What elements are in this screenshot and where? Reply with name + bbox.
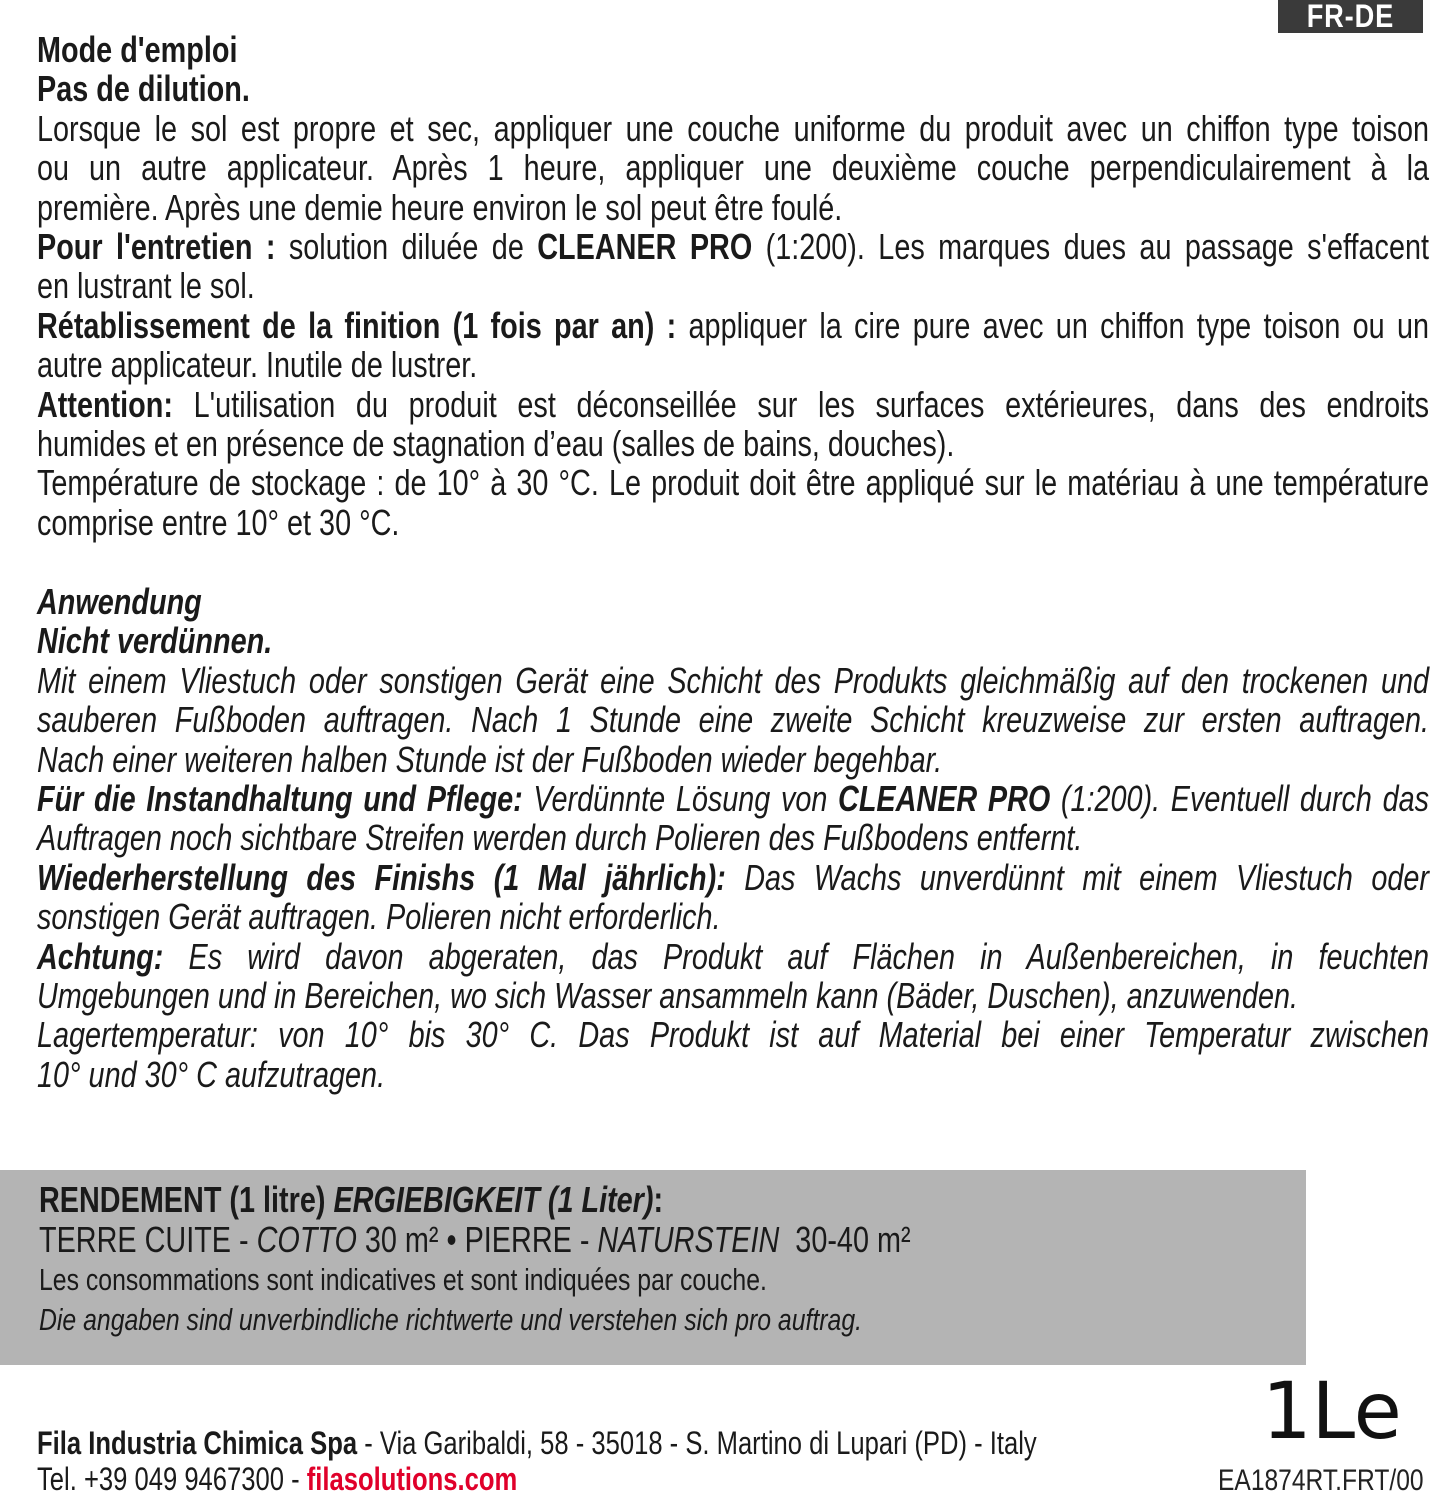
yield-note-de: Die angaben sind unverbindliche richtwerte und verstehen sich pro auftrag. xyxy=(39,1302,863,1337)
company-address: Fila Industria Chimica Spa - Via Garibaldi, 58 - 35018 - S. Martino di Lupari (PD) - Italy xyxy=(37,1425,1037,1461)
instructions-de xyxy=(37,582,1429,1094)
language-badge: FR-DE xyxy=(1278,0,1423,33)
instructions-fr xyxy=(37,30,1429,542)
website-link[interactable]: filasolutions.com xyxy=(306,1461,518,1497)
restore-de: Wiederherstellung des Finishs (1 Mal jährlich): Das Wachs unverdünnt mit einem Vliestuch oder xyxy=(37,856,1429,898)
text-line: sauberen Fußboden auftragen. Nach 1 Stunde eine zweite Schicht kreuzweise zur ersten auftragen. xyxy=(37,699,1429,741)
text-line: Mit einem Vliestuch oder sonstigen Gerät eine Schicht des Produkts gleichmäßig auf den trockenen und xyxy=(37,659,1429,701)
text-line: ou un autre applicateur. Après 1 heure, appliquer une deuxième couche perpendiculairement à la xyxy=(37,147,1429,189)
volume-mark: 1Le xyxy=(1262,1367,1402,1457)
product-code: EA1874RT.FRT/00 xyxy=(1218,1464,1424,1497)
yield-panel xyxy=(0,1170,1306,1365)
maintenance-fr: Pour l'entretien : solution diluée de CLEANER PRO (1:200). Les marques dues au passage s'effacent xyxy=(37,226,1429,268)
text-line: autre applicateur. Inutile de lustrer. xyxy=(37,344,478,386)
text-line: en lustrant le sol. xyxy=(37,265,255,307)
maintenance-de: Für die Instandhaltung und Pflege: Verdünnte Lösung von CLEANER PRO (1:200). Eventuell durch das xyxy=(37,778,1430,820)
yield-title: RENDEMENT (1 litre) ERGIEBIGKEIT (1 Liter): xyxy=(39,1179,664,1220)
text-line: Lorsque le sol est propre et sec, appliquer une couche uniforme du produit avec un chiffon type toison xyxy=(37,107,1429,149)
company-contact: Tel. +39 049 9467300 - filasolutions.com xyxy=(37,1461,518,1497)
text-line: Umgebungen und in Bereichen, wo sich Wasser ansammeln kann (Bäder, Duschen), anzuwenden. xyxy=(37,975,1298,1017)
text-line: première. Après une demie heure environ le sol peut être foulé. xyxy=(37,186,843,228)
text-line: comprise entre 10° et 30 °C. xyxy=(37,501,400,543)
heading-fr: Mode d'emploi xyxy=(37,29,238,70)
subheading-de: Nicht verdünnen. xyxy=(37,620,273,662)
subheading-fr: Pas de dilution. xyxy=(37,68,250,110)
text-line: Nach einer weiteren halben Stunde ist der Fußboden wieder begehbar. xyxy=(37,738,943,780)
storage-de: Lagertemperatur: von 10° bis 30° C. Das Produkt ist auf Material bei einer Temperatur zwischen xyxy=(37,1014,1429,1056)
heading-de: Anwendung xyxy=(37,581,202,622)
text-line: 10° und 30° C aufzutragen. xyxy=(37,1053,386,1095)
text-line: sonstigen Gerät auftragen. Polieren nicht erforderlich. xyxy=(37,896,721,938)
text-line: humides et en présence de stagnation d’eau (salles de bains, douches). xyxy=(37,423,955,465)
warning-fr: Attention: L'utilisation du produit est déconseillée sur les surfaces extérieures, dans des endroits xyxy=(37,383,1429,425)
warning-de: Achtung: Es wird davon abgeraten, das Produkt auf Flächen in Außenbereichen, in feuchten xyxy=(37,935,1429,977)
text-line: Auftragen noch sichtbare Streifen werden durch Polieren des Fußbodens entfernt. xyxy=(37,817,1083,859)
storage-fr: Température de stockage : de 10° à 30 °C. Le produit doit être appliqué sur le matériau à une température xyxy=(37,462,1429,504)
yield-note-fr: Les consommations sont indicatives et sont indiquées par couche. xyxy=(39,1262,767,1297)
restore-fr: Rétablissement de la finition (1 fois par an) : appliquer la cire pure avec un chiffon type toison ou un xyxy=(37,304,1430,346)
company-footer xyxy=(37,1425,1397,1497)
yield-coverage: TERRE CUITE - COTTO 30 m² • PIERRE - NATURSTEIN 30-40 m² xyxy=(39,1219,911,1260)
